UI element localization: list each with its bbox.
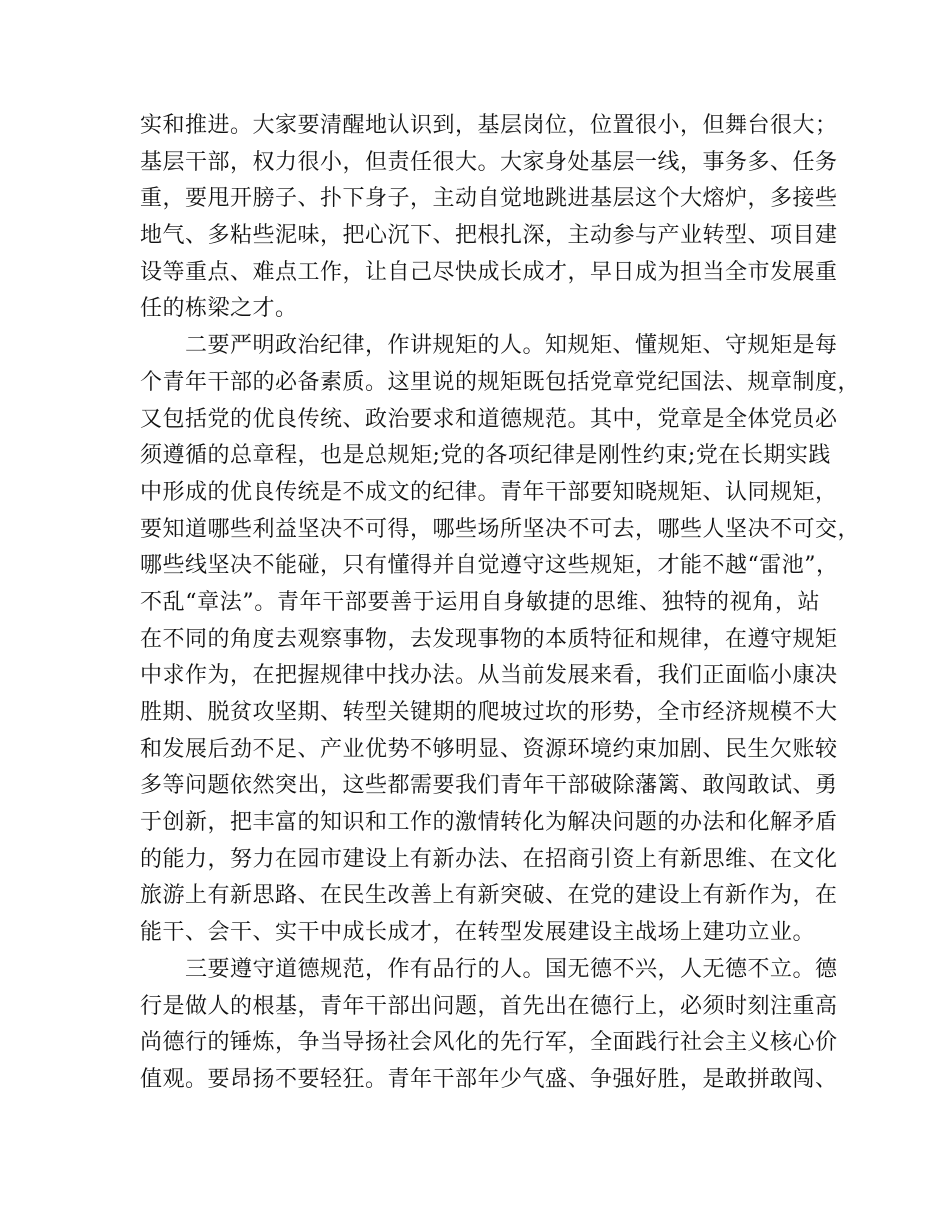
text-line: 行是做人的根基，青年干部出问题，首先出在德行上，必须时刻注重高 xyxy=(140,993,838,1019)
text-line: 胜期、脱贫攻坚期、转型关键期的爬坡过坎的形势，全市经济规模不大 xyxy=(140,700,838,725)
text-line: 中求作为，在把握规律中找办法。从当前发展来看，我们正面临小康决 xyxy=(140,663,838,689)
text-line: 个青年干部的必备素质。这里说的规矩既包括党章党纪国法、规章制度， xyxy=(140,369,861,395)
text-line: 的能力，努力在园市建设上有新办法、在招商引资上有新思维、在文化 xyxy=(140,846,838,872)
text-line: 旅游上有新思路、在民生改善上有新突破、在党的建设上有新作为，在 xyxy=(140,883,838,909)
text-line: 任的栋梁之才。 xyxy=(140,296,298,322)
text-line: 要知道哪些利益坚决不可得，哪些场所坚决不可去，哪些人坚决不可交， xyxy=(140,516,861,542)
text-line: 中形成的优良传统是不成文的纪律。青年干部要知晓规矩、认同规矩， xyxy=(140,479,838,505)
text-line: 三要遵守道德规范，作有品行的人。国无德不兴，人无德不立。德 xyxy=(140,956,838,982)
text-line: 不乱“章法”。青年干部要善于运用自身敏捷的思维、独特的视角，站 xyxy=(140,589,820,615)
text-line: 实和推进。大家要清醒地认识到，基层岗位，位置很小，但舞台很大； xyxy=(140,113,838,138)
body-text xyxy=(140,108,861,1099)
text-line: 设等重点、难点工作，让自己尽快成长成才，早日成为担当全市发展重 xyxy=(140,259,838,285)
text-line: 尚德行的锤炼，争当导扬社会风化的先行军，全面践行社会主义核心价 xyxy=(140,1030,838,1056)
text-line: 和发展后劲不足、产业优势不够明显、资源环境约束加剧、民生欠账较 xyxy=(140,736,838,762)
text-line: 基层干部，权力很小，但责任很大。大家身处基层一线，事务多、任务 xyxy=(140,149,838,175)
text-line: 二要严明政治纪律，作讲规矩的人。知规矩、懂规矩、守规矩是每 xyxy=(140,333,838,359)
text-line: 地气、多粘些泥味，把心沉下、把根扎深，主动参与产业转型、项目建 xyxy=(140,223,838,249)
text-line: 须遵循的总章程，也是总规矩;党的各项纪律是刚性约束;党在长期实践 xyxy=(140,443,831,469)
text-line: 能干、会干、实干中成长成才，在转型发展建设主战场上建功立业。 xyxy=(140,920,816,946)
text-line: 值观。要昂扬不要轻狂。青年干部年少气盛、争强好胜，是敢拼敢闯、 xyxy=(140,1066,838,1092)
text-line: 又包括党的优良传统、政治要求和道德规范。其中，党章是全体党员必 xyxy=(140,406,838,432)
text-line: 于创新，把丰富的知识和工作的激情转化为解决问题的办法和化解矛盾 xyxy=(140,810,838,836)
text-line: 重，要甩开膀子、扑下身子，主动自觉地跳进基层这个大熔炉，多接些 xyxy=(140,186,838,212)
text-line: 多等问题依然突出，这些都需要我们青年干部破除藩篱、敢闯敢试、勇 xyxy=(140,773,838,799)
text-line: 哪些线坚决不能碰，只有懂得并自觉遵守这些规矩，才能不越“雷池”， xyxy=(140,553,839,579)
text-line: 在不同的角度去观察事物，去发现事物的本质特征和规律，在遵守规矩 xyxy=(140,626,838,652)
